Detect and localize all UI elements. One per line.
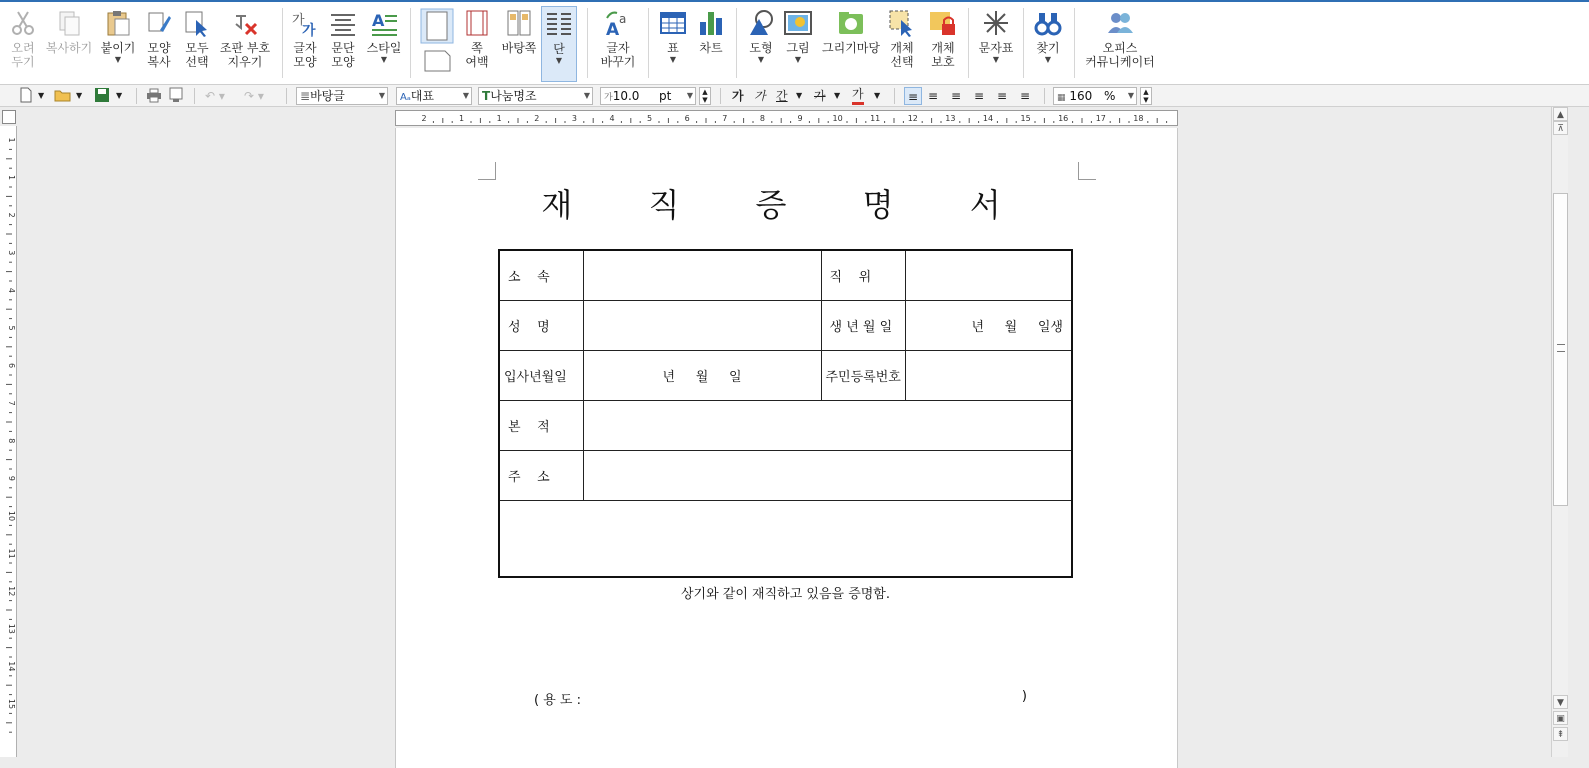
separator [648,8,649,78]
clear-marks-label: 조판 부호 지우기 [219,41,271,69]
origin-label[interactable]: 본 적 [499,400,583,450]
dept-label[interactable]: 소 속 [499,250,583,300]
separator [1044,88,1045,104]
ruler-tick-label: 1 [7,175,16,181]
ruler-tick-label: 5 [647,114,653,123]
find-dropdown-icon[interactable]: ▼ [1044,55,1052,64]
page-view-icon[interactable]: ▣ [1553,711,1568,725]
clipart-icon [836,8,866,38]
ruler-tick-label: 7 [722,114,728,123]
zoom-icon: ▦ [1057,93,1066,103]
separator [136,88,137,104]
certification-cell[interactable] [499,500,1072,708]
clear-marks-icon [230,8,260,38]
draw-madang-label: 그리기마당 [822,41,880,55]
table-row [499,500,1072,577]
object-protect-button[interactable] [923,8,963,84]
people-icon [1105,8,1135,38]
new-doc-dropdown-icon[interactable]: ▼ [38,91,45,100]
zoom-field[interactable] [1053,87,1137,105]
ruler-corner-button[interactable] [2,110,16,124]
shapes-icon [746,8,776,38]
redo-icon[interactable]: ↷ ▾ [244,89,264,103]
select-cursor-icon [182,8,212,38]
format-copy-button[interactable] [142,8,176,84]
separator [736,8,737,78]
office-communicator-button[interactable] [1082,8,1158,84]
ruler-tick-label: 10 [832,114,843,123]
ruler-tick-label: 17 [1095,114,1106,123]
purpose-label: ( 용 도 : [534,692,581,708]
ruler-tick-label: 7 [7,400,16,406]
ruler-tick-label: 8 [759,114,765,123]
bold-button[interactable]: 가 [732,89,744,103]
save-dropdown-icon[interactable]: ▼ [116,91,123,100]
ruler-tick-label: 9 [7,475,16,481]
ruler-tick-label: 3 [571,114,577,123]
resident-id-value[interactable] [905,350,1072,400]
svg-text:가: 가 [292,13,305,28]
separator [720,88,721,104]
split-align-icon[interactable]: ≡ [1020,89,1031,103]
language-select[interactable] [396,87,472,105]
draw-madang-button[interactable] [819,8,883,84]
char-shape-icon [290,8,320,38]
style-icon [369,8,399,38]
ruler-tick-label: 2 [7,212,16,218]
char-shape-label: 글자 모양 [293,41,317,69]
clipboard-icon [103,8,133,38]
object-protect-label: 개체 보호 [931,41,955,69]
ruler-tick-label: 4 [7,287,16,293]
ruler-tick-label: 6 [684,114,690,123]
separator [282,8,283,78]
copy-button[interactable] [44,8,94,84]
certificate-table[interactable] [498,249,1073,708]
bar-chart-icon [696,8,726,38]
ruler-tick-label: 11 [870,114,881,123]
open-dropdown-icon[interactable]: ▼ [76,91,83,100]
position-label[interactable]: 직 위 [821,250,905,300]
para-shape-label: 문단 모양 [331,41,355,69]
certification-statement: 상기와 같이 재직하고 있음을 증명함. [680,586,891,602]
shapes-button[interactable] [743,8,779,84]
chevron-down-icon: ▼ [1127,91,1134,100]
name-label[interactable]: 성 명 [499,300,583,350]
font-size-icon: 가 [604,93,613,103]
ruler-tick-label: 13 [7,623,16,634]
name-value[interactable] [583,300,821,350]
join-date-value[interactable]: 년 월 일 [583,350,821,400]
picture-dropdown-icon[interactable]: ▼ [794,55,802,64]
char-replace-icon [603,8,633,38]
page-icon [419,8,455,44]
char-replace-label: 글자 바꾸기 [600,41,636,69]
ruler-tick-label: 16 [1058,114,1069,123]
copy-label: 복사하기 [45,41,93,55]
ruler-tick-label: 1 [459,114,465,123]
align-left-icon[interactable]: ≡ [928,89,939,103]
italic-button[interactable]: 가 [754,89,766,103]
background-page-button[interactable] [498,8,540,84]
column-button[interactable] [541,6,577,82]
ruler-tick-label: 15 [1020,114,1031,123]
office-communicator-label: 오피스 커뮤니케이터 [1085,41,1155,69]
cut-button[interactable] [6,8,40,84]
background-page-icon [504,8,534,38]
separator [968,8,969,78]
page-landscape-button[interactable] [420,48,454,78]
vertical-scrollbar[interactable] [1551,107,1568,757]
position-value[interactable] [905,250,1072,300]
chevron-down-icon: ▼ [686,91,693,100]
font-size-field[interactable] [600,87,696,105]
chart-label: 차트 [699,41,723,55]
format-copy-label: 모양 복사 [147,41,171,69]
undo-icon[interactable]: ↶ ▾ [205,89,225,103]
page-setup-button[interactable] [417,8,457,44]
scroll-up-icon[interactable]: ▲ [1553,107,1568,121]
picture-icon [783,8,813,38]
new-doc-icon[interactable] [18,87,34,105]
table-label: 표 [667,41,679,55]
format-painter-icon [144,8,174,38]
chart-button[interactable] [694,8,728,84]
crop-mark-top-right [1078,162,1096,180]
color-dropdown-icon[interactable]: ▼ [874,91,881,100]
origin-value[interactable] [583,400,1072,450]
zoom-spinner[interactable]: ▲ ▼ [1140,87,1152,105]
strike-dropdown-icon[interactable]: ▼ [834,91,841,100]
prev-page-icon[interactable]: ⇞ [1553,727,1568,741]
symbols-dropdown-icon[interactable]: ▼ [992,55,1000,64]
scroll-down-icon[interactable]: ▼ [1553,695,1568,709]
ruler-tick-label: 3 [7,250,16,256]
separator [194,88,195,104]
strikethrough-button[interactable]: 가 [814,89,826,103]
vertical-ruler-ticks [0,126,17,757]
document-title[interactable]: 재 직 증 명 서 [541,186,1034,224]
table-row [499,350,1072,400]
thumb-grip-icon [1557,344,1565,352]
style-button[interactable] [364,8,404,84]
style-select-value: 바탕글 [310,89,345,103]
table-row [499,400,1072,450]
page-landscape-icon [422,48,452,74]
open-folder-icon[interactable] [54,87,72,105]
svg-text:가: 가 [302,23,316,38]
copy-icon [54,8,84,38]
picture-button[interactable] [781,8,815,84]
vertical-ruler[interactable] [0,126,17,757]
ribbon [0,0,1589,85]
table-row [499,250,1072,300]
underline-button[interactable]: 간 [776,89,788,103]
separator [286,88,287,104]
picture-label: 그림 [786,41,810,55]
symbols-label: 문자표 [978,41,1014,55]
join-date-label[interactable]: 입사년월일 [499,350,583,400]
paragraph-icon [328,8,358,38]
font-type-icon: T [482,89,491,103]
separator [894,88,895,104]
clear-marks-button[interactable] [218,8,272,84]
chevron-down-icon: ▼ [462,91,469,100]
dept-value[interactable] [583,250,821,300]
char-replace-button[interactable] [596,8,640,84]
split-view-icon[interactable]: ⊼ [1553,121,1568,135]
align-center-icon[interactable]: ≡ [951,89,962,103]
address-value[interactable] [583,450,1072,500]
zoom-value: 160 [1069,89,1093,103]
select-all-label: 모두 선택 [185,41,209,69]
para-shape-button[interactable] [326,8,360,84]
binoculars-icon [1033,8,1063,38]
underline-dropdown-icon[interactable]: ▼ [796,91,803,100]
horizontal-ruler-ticks [396,111,1179,127]
ruler-tick-label: 4 [609,114,615,123]
ruler-tick-label: 13 [945,114,956,123]
font-color-button[interactable]: 가 [852,87,864,105]
justify-align-icon[interactable]: ≡ [904,87,922,105]
margin-icon [462,8,492,38]
ruler-tick-label: 9 [797,114,803,123]
separator [1074,8,1075,78]
save-icon[interactable] [94,87,110,105]
char-shape-button[interactable] [288,8,322,84]
select-all-button[interactable] [180,8,214,84]
distribute-align-icon[interactable]: ≡ [997,89,1008,103]
font-select-value: 나눔명조 [490,89,537,103]
style-select-icon: ≣ [300,89,311,103]
ruler-tick-label: 18 [1133,114,1144,123]
shapes-dropdown-icon[interactable]: ▼ [757,55,765,64]
table-row [499,300,1072,350]
paste-dropdown-icon[interactable]: ▼ [114,55,122,64]
purpose-close: ) [1021,688,1027,704]
find-button[interactable] [1030,8,1066,84]
find-label: 찾기 [1036,41,1060,55]
object-select-icon [887,8,917,38]
font-size-spinner[interactable]: ▲ ▼ [699,87,711,105]
paste-label: 붙이기 [100,41,136,55]
crop-mark-top-left [478,162,496,180]
table-dropdown-icon[interactable]: ▼ [669,55,677,64]
svg-text:A: A [606,20,620,38]
column-dropdown-icon[interactable]: ▼ [555,56,563,65]
paste-button[interactable] [99,8,137,84]
birthdate-label[interactable]: 생 년 월 일 [821,300,905,350]
ruler-tick-label: 2 [534,114,540,123]
document-page[interactable] [395,128,1178,768]
ruler-tick-label: 12 [907,114,918,123]
zoom-unit: % [1104,89,1116,103]
ruler-tick-label: 1 [496,114,502,123]
columns-icon [544,9,574,39]
resident-id-label[interactable]: 주민등록번호 [821,350,905,400]
page-margin-button[interactable] [460,8,494,84]
ruler-tick-label: 2 [421,114,427,123]
column-label: 단 [553,42,565,56]
ruler-tick-label: 6 [7,363,16,369]
print-preview-icon[interactable] [168,87,184,105]
style-dropdown-icon[interactable]: ▼ [380,55,388,64]
svg-text:A: A [372,11,385,30]
svg-text:a: a [619,12,627,26]
horizontal-ruler[interactable] [395,110,1178,126]
ruler-tick-label: 14 [7,661,16,672]
style-select[interactable] [296,87,388,105]
scissors-icon [8,8,38,38]
font-size-value: 10.0 [612,89,640,103]
print-icon[interactable] [146,87,162,105]
table-row [499,450,1072,500]
language-select-value: 대표 [410,89,434,103]
ruler-tick-label: 11 [7,548,16,559]
separator [587,8,588,78]
table-icon [658,8,688,38]
chevron-down-icon: ▼ [583,91,590,100]
scrollbar-thumb[interactable] [1553,193,1568,506]
symbol-icon [981,8,1011,38]
symbols-button[interactable] [974,8,1018,84]
ruler-tick-label: 1 [7,137,16,143]
separator [1023,8,1024,78]
lock-icon [928,8,958,38]
align-right-icon[interactable]: ≡ [974,89,985,103]
ruler-tick-label: 14 [982,114,994,123]
font-select[interactable] [478,87,593,105]
cut-label: 오려 두기 [11,41,35,69]
birthdate-value[interactable]: 년 월 일생 [905,300,1072,350]
ruler-tick-label: 5 [7,325,16,331]
style-label: 스타일 [366,41,402,55]
language-icon: Aₐ [400,92,411,103]
font-size-unit: pt [659,89,672,103]
chevron-down-icon: ▼ [378,91,385,100]
ruler-tick-label: 12 [7,586,16,597]
background-page-label: 바탕쪽 [501,41,537,55]
separator [410,8,411,78]
shapes-label: 도형 [749,41,773,55]
object-select-button[interactable] [885,8,919,84]
page-margin-label: 쪽 여백 [465,41,489,69]
ruler-tick-label: 10 [7,510,16,522]
ruler-tick-label: 15 [7,698,16,710]
format-toolbar [0,85,1589,107]
object-select-label: 개체 선택 [890,41,914,69]
ruler-tick-label: 8 [7,438,16,444]
address-label[interactable]: 주 소 [499,450,583,500]
table-button[interactable] [656,8,690,84]
